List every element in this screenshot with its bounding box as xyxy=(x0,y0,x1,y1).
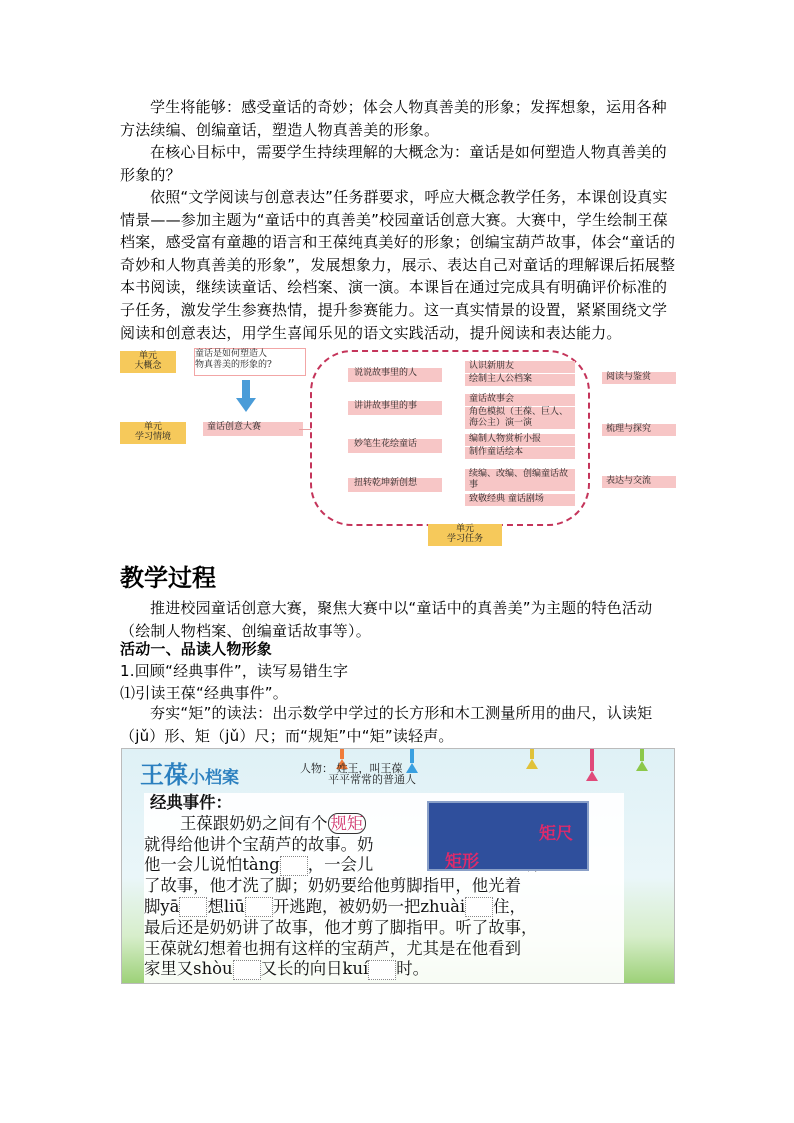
step-1a: ⑴引读王葆“经典事件”。 xyxy=(120,684,288,702)
slide-line-3a: 他一会儿说怕tàng xyxy=(144,855,280,875)
blank-box xyxy=(245,897,273,917)
subtask-2 xyxy=(465,374,575,386)
outcome-2 xyxy=(602,424,676,436)
slide-line-7: 王葆就幻想着也拥有这样的宝葫芦，尤其是在他看到 xyxy=(144,938,521,958)
slide-line-5c: 开逃跑，被奶奶一把zhuài xyxy=(272,896,466,916)
activity-heading: 活动一、品读人物形象 xyxy=(120,640,273,658)
subtask-1-text: 认识新朋友 xyxy=(469,361,515,371)
slide-person-line1: 人物： 姓王，叫王葆 xyxy=(300,762,403,775)
task-2-text: 讲讲故事里的事 xyxy=(354,401,418,411)
slide-person-line2: 平平常常的普通人 xyxy=(328,773,416,786)
subtask-8 xyxy=(465,494,575,506)
slide-heading: 经典事件： xyxy=(150,793,232,812)
unit-situation-label xyxy=(120,422,186,444)
slide-line-8 xyxy=(144,959,624,980)
section-title: 教学过程 xyxy=(120,563,216,592)
outcome-1-text: 阅读与鉴赏 xyxy=(606,372,652,382)
slide-line-3b: ，一会儿 xyxy=(307,855,374,875)
subtask-6-text: 制作童话绘本 xyxy=(469,447,524,457)
paragraph-situation: 依照“文学阅读与创意表达”任务群要求，呼应大概念教学任务，本课创设真实情景——参加主题为“童话中的真善美”校园童话创意大赛。大赛中，学生绘制王葆档案，感受富有童趣的语言和王葆纯真美好的形象；创编宝葫芦故事，体会“童话的奇妙和人物真善美的形象”，发展想象力，展示、表达自己对童话的理解课后拓展整本书阅读，继续读童话、绘档案、演一演。本课旨在通过完成具有明确评价标准的子任务，激发学生参赛热情，提升参赛能力。这一真实情景的设置，紧紧围绕文学阅读和创意表达，用学生喜闻乐见的语文实践活动，提升阅读和表达能力。 xyxy=(120,188,676,342)
unit-concept-label xyxy=(120,351,176,373)
outcome-2-text: 梳理与探究 xyxy=(606,424,652,434)
slide-title-suffix: 小档案 xyxy=(188,768,239,788)
slide-line-8b: 又长的向日kuí xyxy=(260,959,369,979)
slide-title xyxy=(140,755,239,790)
paragraph-big-concept: 在核心目标中，需要学生持续理解的大概念为：童话是如何塑造人物真善美的形象的？ xyxy=(120,143,667,184)
popup-label-2: 矩形 xyxy=(445,852,479,872)
slide-line-4: 了故事，他才洗了脚；奶奶要给他剪脚指甲，他光着 xyxy=(144,876,521,896)
unit-concept-label-text: 单元 大概念 xyxy=(134,351,162,371)
subtask-5 xyxy=(465,434,575,446)
subtask-2-text: 绘制主人公档案 xyxy=(469,374,533,384)
subtask-7 xyxy=(465,469,575,491)
situation-box xyxy=(203,422,303,436)
blank-box xyxy=(465,897,493,917)
subtask-3-text: 童话故事会 xyxy=(469,394,515,404)
unit-concept-box xyxy=(194,348,306,376)
task-1 xyxy=(348,368,442,382)
paragraph-process: 推进校园童话创意大赛，聚焦大赛中以“童话中的真善美”为主题的特色活动（绘制人物档案、创编童话故事等）。 xyxy=(120,599,653,640)
unit-task-label-text: 单元 学习任务 xyxy=(446,524,483,544)
slide-title-name: 王葆 xyxy=(140,760,188,789)
unit-situation-label-text: 单元 学习情境 xyxy=(134,422,171,442)
blank-box xyxy=(233,960,261,980)
paragraph-ju-reading: 夯实“矩”的读法：出示数学中学过的长方形和木工测量所用的曲尺，认读矩（jǔ）形、矩（jǔ）尺；而“规矩”中“矩”读轻声。 xyxy=(120,704,653,745)
outcome-3 xyxy=(602,476,676,488)
slide-line-2: 就得给他讲个宝葫芦的故事。奶 xyxy=(144,834,374,854)
task-2 xyxy=(348,401,442,415)
situation-text: 童话创意大赛 xyxy=(207,422,262,432)
slide-screenshot xyxy=(121,748,675,984)
subtask-4-text: 角色模拟（王葆、巨人、海公主）演一演 xyxy=(469,407,569,428)
slide-line-8a: 家里又shòu xyxy=(144,959,233,979)
task-3-text: 妙笔生花绘童话 xyxy=(354,439,418,449)
subtask-4 xyxy=(465,407,575,429)
slide-line-1a: 王葆跟奶奶之间有个 xyxy=(180,813,328,833)
slide-line-5d: 住， xyxy=(493,896,526,916)
blank-box xyxy=(280,856,308,876)
slide-line-5b: 想liū xyxy=(207,896,245,916)
blank-box xyxy=(368,960,396,980)
task-4-text: 扭转乾坤新创想 xyxy=(354,478,418,488)
subtask-6 xyxy=(465,447,575,459)
subtask-5-text: 编制人物赏析小报 xyxy=(469,434,542,444)
unit-task-label xyxy=(428,524,502,546)
slide-person xyxy=(300,763,416,785)
slide-line-5 xyxy=(144,897,624,918)
subtask-8-text: 致敬经典 童话剧场 xyxy=(469,494,544,504)
slide-line-8c: 时。 xyxy=(396,959,430,979)
unit-concept-text: 童话是如何塑造人 物真善美的形象的? xyxy=(195,349,272,370)
slide-line-1b: 规矩 xyxy=(328,813,367,834)
task-4 xyxy=(348,478,442,492)
paragraph-objectives: 学生将能够：感受童话的奇妙；体会人物真善美的形象；发挥想象，运用各种方法续编、创编童话，塑造人物真善美的形象。 xyxy=(120,98,667,139)
ju-popup-window xyxy=(427,801,589,871)
task-1-text: 说说故事里的人 xyxy=(354,368,418,378)
subtask-1 xyxy=(465,361,575,373)
blank-box xyxy=(179,897,207,917)
subtask-7-text: 续编、改编、创编童话故事 xyxy=(469,469,569,490)
task-3 xyxy=(348,439,442,453)
unit-diagram xyxy=(120,346,680,550)
subtask-3 xyxy=(465,394,575,406)
outcome-1 xyxy=(602,372,676,384)
slide-line-5a: 脚yā xyxy=(144,896,180,916)
outcome-3-text: 表达与交流 xyxy=(606,476,652,486)
popup-label-1: 矩尺 xyxy=(539,824,573,844)
step-1: 1.回顾“经典事件”，读写易错生字 xyxy=(120,662,349,680)
slide-line-6: 最后还是奶奶讲了故事，他才剪了脚指甲。听了故事， xyxy=(144,917,538,937)
